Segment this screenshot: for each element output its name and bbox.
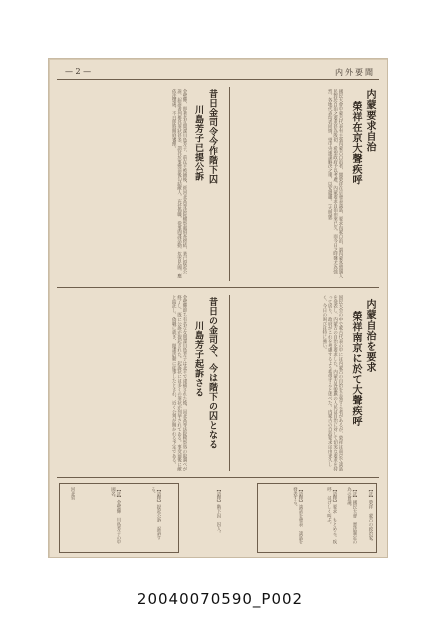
newspaper-page	[48, 58, 388, 558]
footnote: 【註】榮祥 蒙古の政治家。	[368, 487, 373, 545]
footnote: 【語釋】談話を發表 談話を發表する。	[292, 487, 303, 545]
running-title: 内外要聞	[335, 68, 375, 77]
footnote: 河北省	[70, 487, 75, 501]
chinese-main-title: 内蒙要求自治	[364, 89, 375, 152]
japanese-second-subtitle: 川島芳子起訴さる	[193, 321, 203, 397]
chinese-second-title: 昔日金司令今作階下囚	[207, 89, 217, 184]
archive-id-caption: 20040070590_P002	[136, 590, 304, 608]
footnote: 【語釋】要求 もとめる。疾呼 はげしく叫ぶ。	[326, 487, 337, 545]
footnote-divider	[57, 477, 379, 478]
header-rule	[57, 79, 379, 80]
chinese-main-body: 國民大會中蒙古代表有主張內蒙古自治者，聞榮祥在京發表談話，要求內蒙自治，謂內蒙各盟旗人民對於自治之要求甚為殷切，希望政府予以考慮，內蒙要求自治由來已久，而今日之呼聲尤為強烈，各地代表均表同情，望中央速謀解決之策，以安邊疆。（大明號）	[327, 89, 343, 279]
footnote: 【註】國民大會 憲法制定の為の會議。	[346, 487, 357, 545]
japanese-second-body: 金璧輝即ち有名な女間諜川島芳子は北平で逮捕された後、河北高等法院検察処の取調べが終了し、既に公訴が提起された。起訴状には多くの罪状が列挙されてゐる。事変前後に敵と結託し、偽職に就き、間諜活動に従事したとされ、近く公判が開かれる予定である。	[171, 295, 187, 471]
section-divider	[57, 287, 379, 288]
chinese-column-divider	[229, 87, 230, 281]
japanese-main-title: 内蒙自治を要求	[364, 299, 375, 373]
footnote: 【語釋】提起公訴 起訴する。	[150, 487, 161, 540]
chinese-second-body: 金璧輝，即著名女間諜川島芳子，前在平被捕後，經河北高等法院檢察處偵查終結，業已提起公訴，起訴書列舉其罪狀甚多，謂其於事變前後勾結敵人，充任偽職，從事間諜活動，危害民國，應依法懲處，不日即將開庭審理。	[171, 89, 187, 279]
page-number: — 2 —	[65, 67, 92, 76]
japanese-second-title: 昔日の金司令、今は階下の囚となる	[207, 297, 217, 449]
chinese-second-subtitle: 川島芳子已提公訴	[193, 105, 203, 181]
footnote: 【註】金璧輝 川島芳子の中國名。	[110, 487, 121, 545]
chinese-main-subtitle: 榮祥在京大聲疾呼	[350, 101, 361, 185]
japanese-main-subtitle: 榮祥南京に於て大聲疾呼	[350, 311, 361, 427]
japanese-column-divider	[229, 295, 230, 471]
japanese-main-body: 国民大会の中で蒙古代表の中には内蒙古の自治を主張する者があるが、榮祥は南京で談話を発表し、内蒙古の自治を要求した。内蒙古各盟旗の人民は自治に対して切実な要求を持って居り、政府がこれを考慮するよう希望すると述べた。内蒙古の自治要求は由来久しく、今日の叫びは特に強い。	[321, 295, 343, 471]
footnote: 【語釋】階下囚 囚人。	[216, 487, 221, 536]
